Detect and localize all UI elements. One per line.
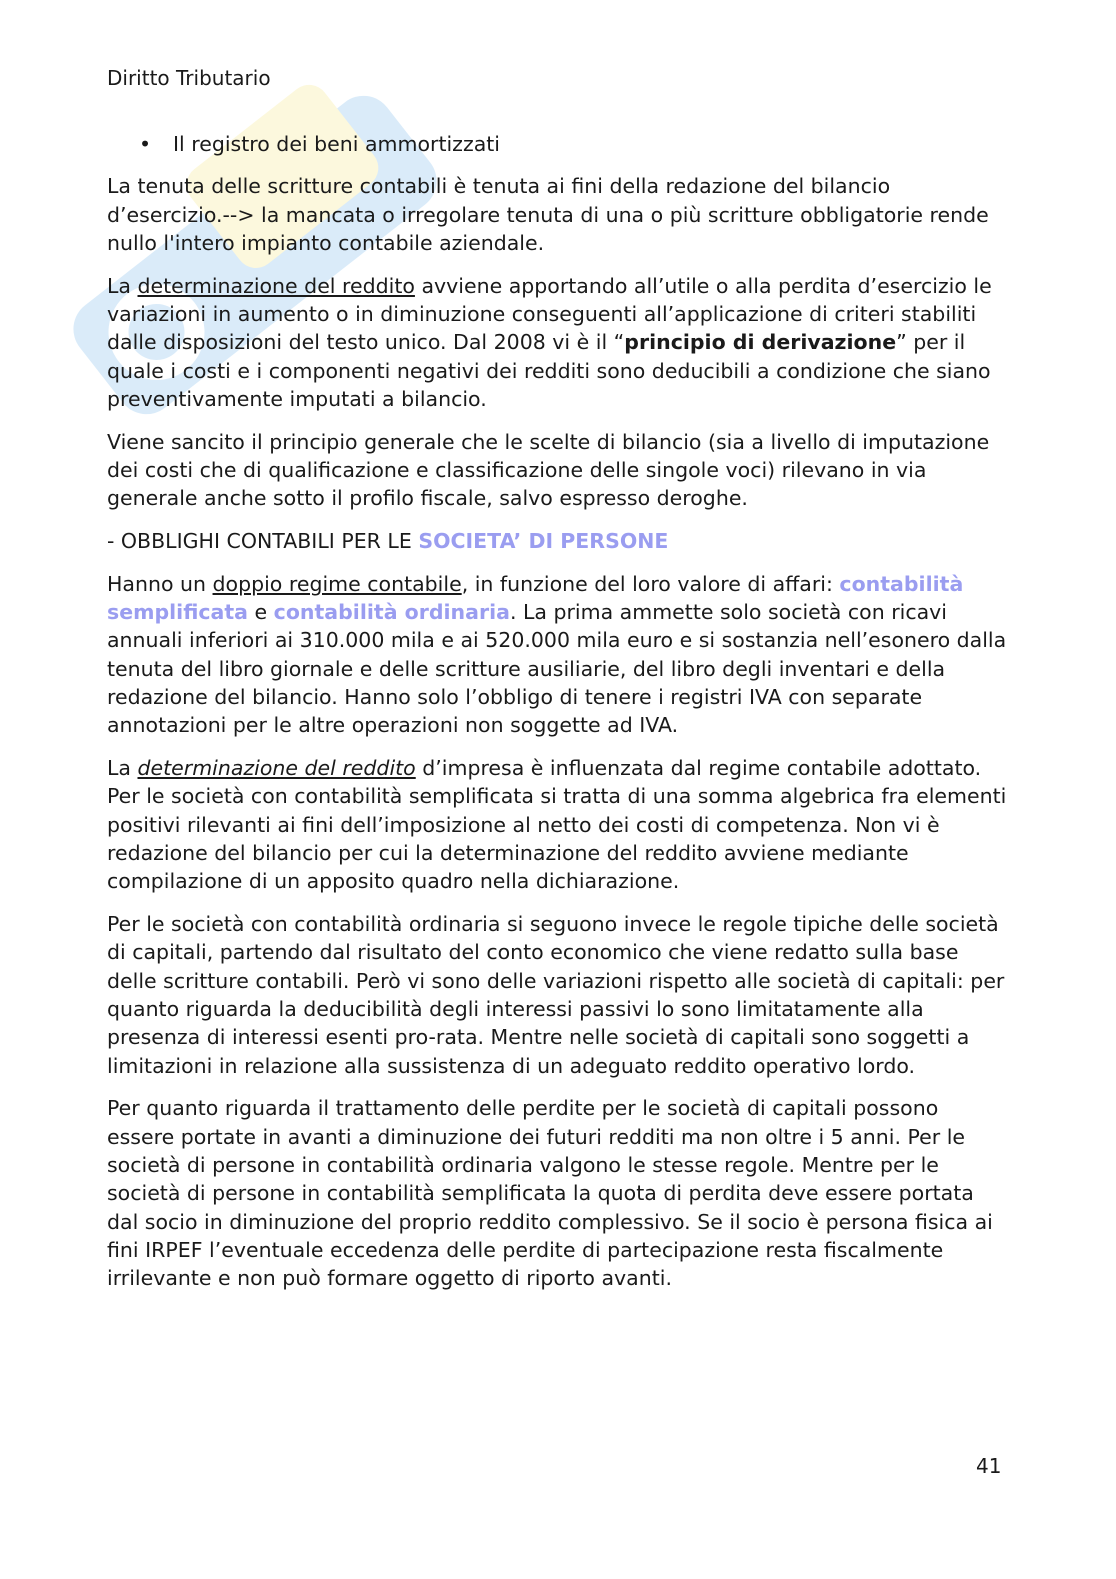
page-number: 41	[976, 1454, 1002, 1478]
highlighted-term: contabilità ordinaria	[273, 600, 510, 625]
paragraph-determinazione-impresa: La determinazione del reddito d’impresa è influenzata dal regime contabile adottato. Per le società con contabilità semplificata si tratta di una somma algebrica fra elementi positivi rilevanti ai fini dell’imposizione al netto dei costi di competenza. Non vi è redazione del bilancio per cui la determinazione del reddito avviene mediante compilazione di un apposito quadro nella dichiarazione.	[107, 756, 1007, 894]
document-body	[107, 130, 1007, 1307]
highlighted-heading: SOCIETA’ DI PERSONE	[418, 529, 669, 554]
paragraph-principio-generale: Viene sancito il principio generale che le scelte di bilancio (sia a livello di imputazione dei costi che di qualificazione e classificazione delle singole voci) rilevano in via generale anche sotto il profilo fiscale, salvo espresso deroghe.	[107, 429, 990, 511]
bullet-list	[107, 130, 1007, 158]
bold-term: principio di derivazione	[624, 330, 897, 355]
list-item: • Il registro dei beni ammortizzati	[107, 130, 1007, 158]
underlined-term: determinazione del reddito	[137, 273, 415, 298]
paragraph-doppio-regime: Hanno un doppio regime contabile, in funzione del loro valore di affari: contabilità semplificata e contabilità ordinaria. La prima ammette solo società con ricavi annuali inferiori ai 310.000 mila e ai 520.000 mila euro e si sostanzia nell’esonero dalla tenuta del libro giornale e delle scritture ausiliarie, del libro degli inventari e della redazione del bilancio. Hanno solo l’obbligo di tenere i registri IVA con separate annotazioni per le altre operazioni non soggette ad IVA.	[107, 571, 1007, 738]
section-heading: - OBBLIGHI CONTABILI PER LE SOCIETA’ DI PERSONE	[107, 529, 669, 554]
paragraph-scritture-contabili: La tenuta delle scritture contabili è tenuta ai fini della redazione del bilancio d’esercizio.--> la mancata o irregolare tenuta di una o più scritture obbligatorie rende nullo l'intero impianto contabile aziendale.	[107, 174, 989, 255]
running-header: Diritto Tributario	[107, 66, 271, 90]
paragraph-perdite: Per quanto riguarda il trattamento delle perdite per le società di capitali possono essere portate in avanti a diminuzione dei futuri redditi ma non oltre i 5 anni. Per le società di persone in contabilità ordinaria valgono le stesse regole. Mentre per le società di persone in contabilità semplificata la quota di perdita deve essere portata dal socio in diminuzione del proprio reddito complessivo. Se il socio è persona fisica ai fini IRPEF l’eventuale eccedenza delle perdite di partecipazione resta fiscalmente irrilevante e non può formare oggetto di riporto avanti.	[107, 1096, 993, 1291]
paragraph-contabilita-ordinaria: Per le società con contabilità ordinaria si seguono invece le regole tipiche delle società di capitali, partendo dal risultato del conto economico che viene redatto sulla base delle scritture contabili. Però vi sono delle variazioni rispetto alle società di capitali: per quanto riguarda la deducibilità degli interessi passivi lo sono limitatamente alla presenza di interessi esenti pro-rata. Mentre nelle società di capitali sono soggetti a limitazioni in relazione alla sussistenza di un adeguato reddito operativo lordo.	[107, 912, 1005, 1078]
underlined-italic-term: determinazione del reddito	[137, 756, 416, 781]
highlighted-term: contabilità semplificata	[107, 571, 964, 625]
paragraph-determinazione-reddito: La determinazione del reddito avviene apportando all’utile o alla perdita d’esercizio le variazioni in aumento o in diminuzione conseguenti all’applicazione di criteri stabiliti dalle disposizioni del testo unico. Dal 2008 vi è il “principio di derivazione” per il quale i costi e i componenti negativi dei redditi sono deducibili a condizione che siano preventivamente imputati a bilancio.	[107, 273, 992, 411]
underlined-term: doppio regime contabile	[212, 571, 462, 596]
